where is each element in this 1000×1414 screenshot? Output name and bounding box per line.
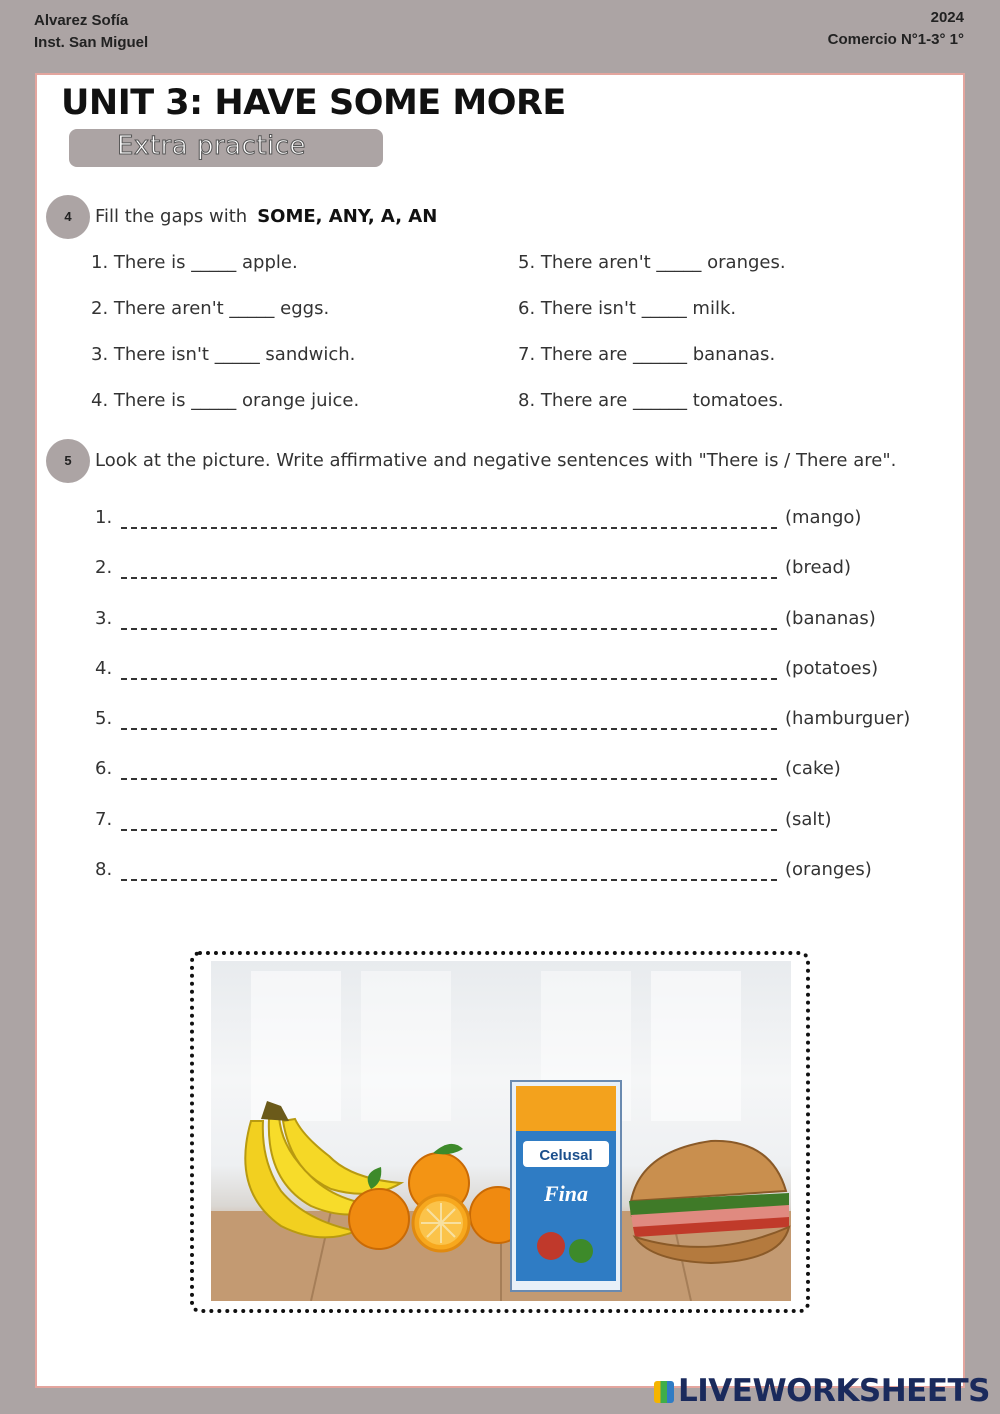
page-title: UNIT 3: HAVE SOME MORE <box>61 83 566 123</box>
author-name: Alvarez Sofía <box>34 12 129 29</box>
ex5-line-2[interactable] <box>95 557 935 585</box>
header-right <box>828 7 964 51</box>
oranges-icon <box>349 1144 526 1251</box>
exercise-5-number: 5 <box>46 439 90 483</box>
subtitle-banner <box>69 129 383 167</box>
ex4-item-8[interactable]: 8. There are ______ tomatoes. <box>518 390 784 411</box>
worksheet-page <box>35 73 965 1388</box>
ex5-line-7[interactable] <box>95 809 935 837</box>
ex4-item-6[interactable]: 6. There isn't _____ milk. <box>518 298 737 319</box>
header-left <box>34 10 148 54</box>
ex4-item-7[interactable]: 7. There are ______ bananas. <box>518 344 776 365</box>
ex4-item-1[interactable]: 1. There is _____ apple. <box>91 252 298 273</box>
window-pane <box>361 971 451 1121</box>
food-picture <box>211 961 791 1301</box>
ex5-answer-blank[interactable] <box>121 879 777 881</box>
liveworksheets-watermark <box>654 1373 990 1409</box>
ex5-answer-blank[interactable] <box>121 678 777 680</box>
ex5-cue-word: (bananas) <box>785 608 876 629</box>
window-pane <box>651 971 741 1121</box>
ex5-cue-word: (bread) <box>785 557 852 578</box>
exercise-5-instruction: Look at the picture. Write affirmative and negative sentences with "There is / There are". <box>95 450 897 471</box>
ex5-line-number: 8. <box>95 859 113 880</box>
ex5-answer-blank[interactable] <box>121 527 777 529</box>
ex5-line-6[interactable] <box>95 758 935 786</box>
salt-bag-icon <box>511 1081 621 1291</box>
subtitle-text: Extra practice <box>117 131 307 161</box>
salt-brand: Celusal <box>539 1147 593 1164</box>
ex5-cue-word: (salt) <box>785 809 832 830</box>
ex5-answer-blank[interactable] <box>121 778 777 780</box>
ex5-line-number: 7. <box>95 809 113 830</box>
ex5-line-1[interactable] <box>95 507 935 535</box>
ex5-line-number: 2. <box>95 557 113 578</box>
food-illustration <box>211 961 791 1301</box>
ex5-answer-blank[interactable] <box>121 829 777 831</box>
course: Comercio N°1-3° 1° <box>827 31 964 48</box>
ex5-line-3[interactable] <box>95 608 935 636</box>
salt-type: Fina <box>543 1181 589 1206</box>
ex5-cue-word: (mango) <box>785 507 862 528</box>
ex5-line-number: 5. <box>95 708 113 729</box>
exercise-4-instruction-text: Fill the gaps with <box>95 206 248 227</box>
exercise-4-instruction <box>95 206 437 227</box>
ex5-answer-blank[interactable] <box>121 577 777 579</box>
ex4-item-4[interactable]: 4. There is _____ orange juice. <box>91 390 360 411</box>
ex5-line-5[interactable] <box>95 708 935 736</box>
liveworksheets-logo-icon <box>654 1381 674 1403</box>
ex5-cue-word: (potatoes) <box>785 658 879 679</box>
ex5-cue-word: (oranges) <box>785 859 872 880</box>
ex5-cue-word: (cake) <box>785 758 841 779</box>
exercise-4-number: 4 <box>46 195 90 239</box>
watermark-text: LIVEWORKSHEETS <box>678 1373 990 1409</box>
ex5-line-8[interactable] <box>95 859 935 887</box>
ex5-line-number: 6. <box>95 758 113 779</box>
ex5-line-4[interactable] <box>95 658 935 686</box>
school-name: Inst. San Miguel <box>34 34 149 51</box>
ex4-item-5[interactable]: 5. There aren't _____ oranges. <box>518 252 786 273</box>
ex5-line-number: 1. <box>95 507 113 528</box>
ex5-line-number: 3. <box>95 608 113 629</box>
ex5-answer-blank[interactable] <box>121 728 777 730</box>
ex4-item-2[interactable]: 2. There aren't _____ eggs. <box>91 298 330 319</box>
window-pane <box>251 971 341 1121</box>
year: 2024 <box>930 9 964 26</box>
ex5-answer-blank[interactable] <box>121 628 777 630</box>
ex5-cue-word: (hamburguer) <box>785 708 911 729</box>
ex4-item-3[interactable]: 3. There isn't _____ sandwich. <box>91 344 356 365</box>
exercise-4-word-bank: SOME, ANY, A, AN <box>257 206 438 227</box>
ex5-line-number: 4. <box>95 658 113 679</box>
